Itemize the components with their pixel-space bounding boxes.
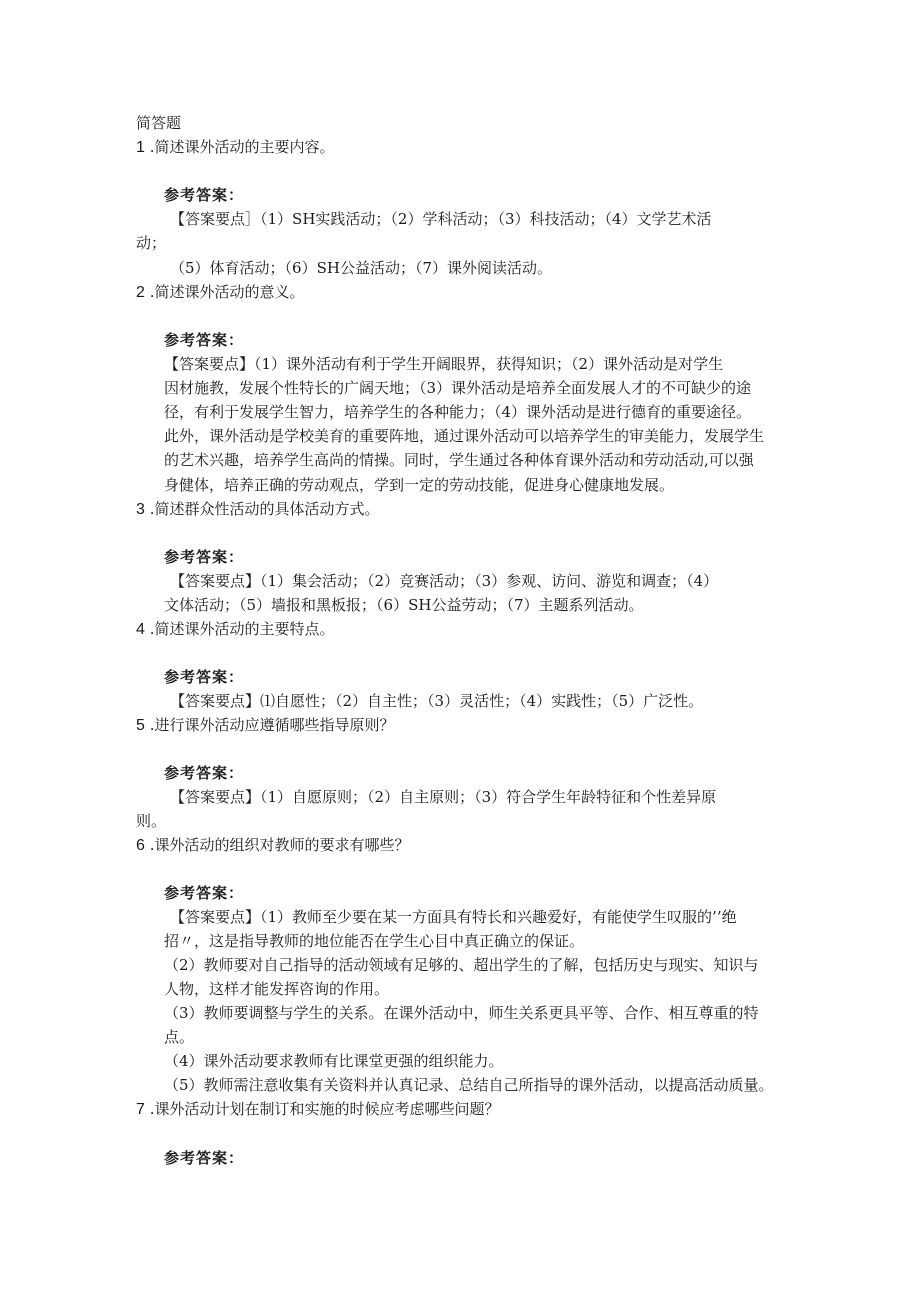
question-text: .简述课外活动的意义。 — [149, 283, 305, 301]
answer-line: 则。 — [136, 812, 167, 830]
reference-answer-label: 参考答案： — [164, 331, 245, 349]
reference-answer-label: 参考答案： — [164, 548, 245, 566]
reference-answer-label: 参考答案： — [164, 186, 245, 204]
question-text: .简述课外活动的主要特点。 — [149, 620, 335, 638]
answer-line: （3）教师要调整与学生的关系。在课外活动中，师生关系更具平等、合作、相互尊重的特 — [164, 1004, 759, 1022]
answer-line: 【答案要点】（1）自愿原则；（2）自主原则；（3）符合学生年龄特征和个性差异原 — [170, 788, 717, 806]
question-4 — [136, 617, 334, 641]
question-2 — [136, 280, 304, 304]
answer-line: 【答案要点】（1）教师至少要在某一方面具有特长和兴趣爱好，有能使学生叹服的’’绝 — [170, 908, 737, 926]
answer-line: 【答案要点】⑴自愿性；（2）自主性；（3）灵活性；（4）实践性；（5）广泛性。 — [170, 692, 704, 710]
question-number: 2 — [136, 284, 145, 301]
reference-answer-label: 参考答案： — [164, 884, 245, 902]
answer-line: 点。 — [164, 1028, 195, 1046]
answer-line: 文体活动；（5）墙报和黑板报；（6）SH公益劳动；（7）主题系列活动。 — [164, 596, 644, 614]
answer-line: 【答案要点］（1）SH实践活动；（2）学科活动；（3）科技活动；（4）文学艺术活 — [170, 210, 712, 228]
question-number: 6 — [136, 837, 145, 854]
answer-line: （2）教师要对自己指导的活动领域有足够的、超出学生的了解，包括历史与现实、知识与 — [164, 956, 759, 974]
question-text: .进行课外活动应遵循哪些指导原则？ — [149, 716, 395, 734]
reference-answer-label: 参考答案： — [164, 1149, 245, 1167]
question-5 — [136, 713, 394, 737]
answer-line: 【答案要点】（1）集会活动；（2）竞赛活动；（3）参观、访问、游览和调查；（4） — [170, 572, 719, 590]
question-number: 7 — [136, 1101, 145, 1118]
question-3 — [136, 497, 379, 521]
question-number: 4 — [136, 621, 145, 638]
question-text: .课外活动的组织对教师的要求有哪些？ — [149, 836, 410, 854]
answer-line: 动； — [136, 234, 167, 252]
answer-line: 身健体，培养正确的劳动观点，学到一定的劳动技能，促进身心健康地发展。 — [164, 476, 675, 494]
answer-line: （4）课外活动要求教师有比课堂更强的组织能力。 — [164, 1052, 504, 1070]
answer-line: 径，有利于发展学生智力，培养学生的各种能力；（4）课外活动是进行德育的重要途径。 — [164, 403, 752, 421]
question-6 — [136, 833, 409, 857]
question-number: 5 — [136, 717, 145, 734]
section-title: 简答题 — [136, 114, 182, 132]
question-text: .简述群众性活动的具体活动方式。 — [149, 500, 380, 518]
answer-line: （5）体育活动；（6）SH公益活动；（7）课外阅读活动。 — [170, 259, 552, 277]
answer-line: 的艺术兴趣，培养学生高尚的情操。同时，学生通过各种体育课外活动和劳动活动,可以强 — [164, 451, 754, 469]
answer-line: 因材施教，发展个性特长的广阔天地；（3）课外活动是培养全面发展人才的不可缺少的途 — [164, 379, 752, 397]
answer-line: 人物，这样才能发挥咨询的作用。 — [164, 980, 390, 998]
question-7 — [136, 1097, 499, 1121]
question-text: .课外活动计划在制订和实施的时候应考虑哪些问题？ — [149, 1100, 500, 1118]
answer-line: 招〃，这是指导教师的地位能否在学生心目中真正确立的保证。 — [164, 932, 585, 950]
answer-line: 【答案要点】（1）课外活动有利于学生开阔眼界，获得知识；（2）课外活动是对学生 — [164, 355, 724, 373]
reference-answer-label: 参考答案： — [164, 764, 245, 782]
question-text: .简述课外活动的主要内容。 — [149, 138, 335, 156]
reference-answer-label: 参考答案： — [164, 668, 245, 686]
answer-line: 此外，课外活动是学校美育的重要阵地，通过课外活动可以培养学生的审美能力，发展学生 — [164, 427, 765, 445]
question-number: 3 — [136, 501, 145, 518]
answer-line: （5）教师需注意收集有关资料并认真记录、总结自己所指导的课外活动，以提高活动质量。 — [164, 1076, 774, 1094]
question-number: 1 — [136, 139, 145, 156]
question-1 — [136, 135, 334, 159]
